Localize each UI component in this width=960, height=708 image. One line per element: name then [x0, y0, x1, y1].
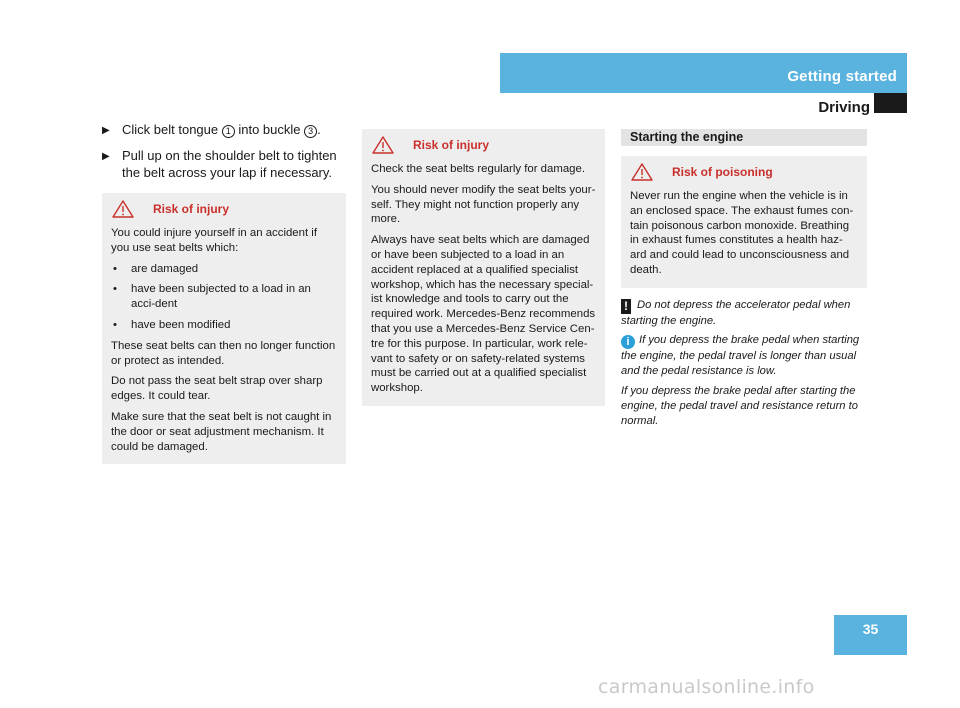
triangle-arrow-icon: ▶: [102, 125, 110, 136]
warning-text: Check the seat belts regularly for damage.: [371, 163, 586, 175]
exclamation-icon: !: [621, 299, 631, 314]
warning-text: You should never modify the seat belts your-self. They might not function properly any more.: [371, 183, 596, 226]
info-icon: i: [621, 335, 635, 349]
warning-box: [362, 129, 605, 406]
column-2: [362, 129, 605, 406]
list-item: • have been modified: [113, 318, 231, 331]
list-item: • have been subjected to a load in an acci-dent: [113, 283, 311, 311]
watermark: carmanualsonline.info: [598, 676, 815, 698]
warning-text: Never run the engine when the vehicle is in an enclosed space. The exhaust fumes con-tain poisonous carbon monoxide. Breathing in exhaust fumes constitutes a health haz-ard and could lead to unconsciousness and death.: [630, 190, 854, 276]
header-bar: [500, 53, 907, 93]
page-number: 35: [862, 621, 879, 637]
info-note: i If you depress the brake pedal when starting the engine, the pedal travel is longer than usual and the pedal resistance is low.: [621, 334, 860, 378]
triangle-arrow-icon: ▶: [102, 151, 110, 162]
instruction-step: [102, 147, 346, 181]
warning-header: [111, 199, 337, 219]
column-1: [102, 121, 346, 464]
step-text: Pull up on the shoulder belt to tighten the belt across your lap if necessary.: [122, 148, 337, 180]
warning-triangle-icon: [630, 162, 672, 182]
info-note-continued: If you depress the brake pedal after starting the engine, the pedal travel and resistance return to normal.: [621, 384, 858, 428]
warning-triangle-icon: [371, 135, 413, 155]
warning-title: Risk of poisoning: [672, 165, 773, 179]
warning-box: [102, 193, 346, 464]
warning-text: You could injure yourself in an accident if you use seat belts which:: [111, 227, 318, 254]
warning-box: [621, 156, 867, 288]
warning-header: [630, 162, 858, 182]
column-3: [621, 129, 867, 434]
page-number-box: [834, 615, 907, 655]
step-text: Click belt tongue 1 into buckle 3 .: [122, 122, 321, 137]
warning-header: [371, 135, 596, 155]
warning-text: Always have seat belts which are damaged or have been subjected to a load in an accident replaced at a qualified specialist workshop, which has the necessary special-ist knowledge and tools to carry out the required work. Mercedes-Benz recommends that you use a Mercedes-Benz Service Cen-tre for this purpose. In particular, work rele-vant to safety or on safety-related systems must be carried out at a qualified specialist workshop.: [371, 234, 596, 395]
warning-text: Do not pass the seat belt strap over sharp edges. It could tear.: [111, 375, 323, 403]
section-heading: Starting the engine: [621, 129, 867, 146]
warning-text: These seat belts can then no longer function or protect as intended.: [111, 339, 336, 367]
warning-triangle-icon: [111, 199, 153, 219]
chapter-tab: [874, 93, 907, 113]
chapter-title: Driving: [818, 99, 870, 116]
section-title: Getting started: [787, 68, 897, 85]
caution-note: ! Do not depress the accelerator pedal when starting the engine.: [621, 298, 851, 327]
warning-title: Risk of injury: [413, 138, 490, 152]
warning-title: Risk of injury: [153, 202, 230, 216]
instruction-step: [102, 121, 346, 139]
callout-number: 1: [222, 125, 235, 138]
warning-text: Make sure that the seat belt is not caught in the door or seat adjustment mechanism. It could be damaged.: [111, 410, 332, 453]
callout-number: 3: [304, 125, 317, 138]
list-item: • are damaged: [113, 262, 199, 275]
